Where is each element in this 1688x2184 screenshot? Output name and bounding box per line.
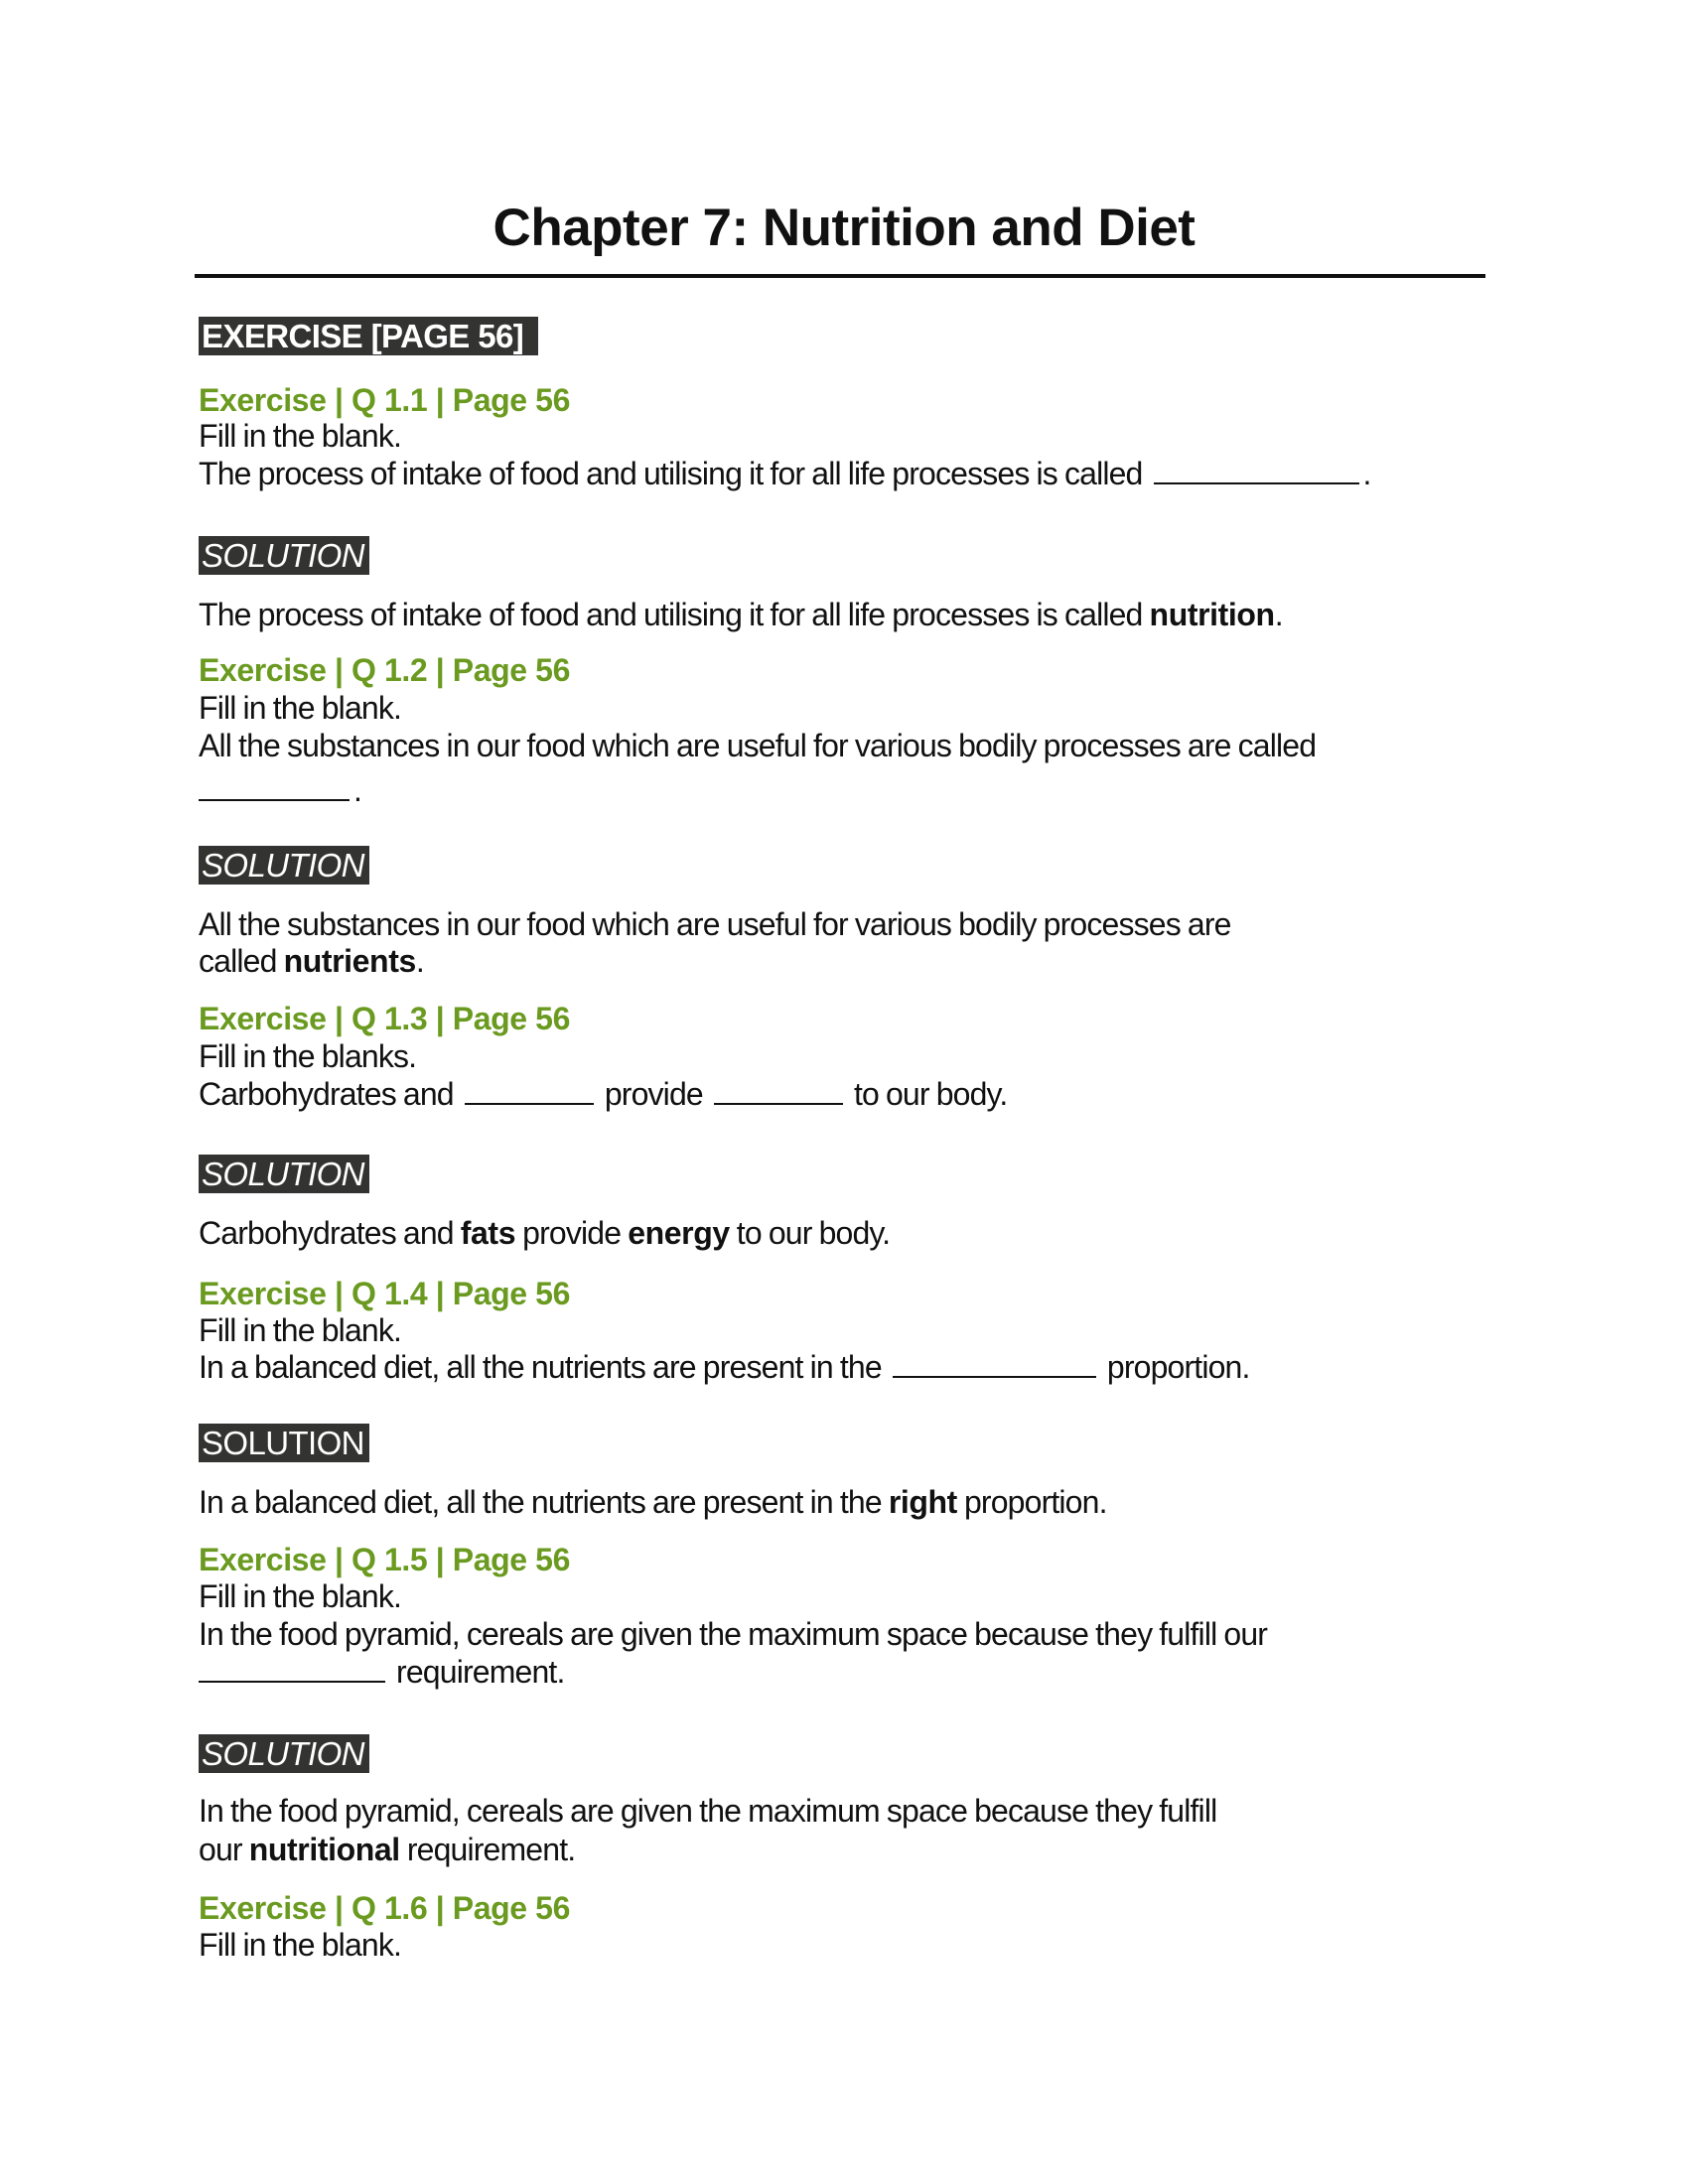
solution-text-1-2-line1: All the substances in our food which are useful for various bodily processes are [199, 906, 1231, 942]
question-text: The process of intake of food and utilising it for all life processes is called [199, 456, 1143, 491]
solution-text: to our body. [736, 1215, 891, 1251]
question-header-1-5: Exercise | Q 1.5 | Page 56 [199, 1542, 570, 1577]
solution-answer: energy [628, 1215, 730, 1251]
question-instruction-1-5: Fill in the blank. [199, 1578, 402, 1614]
question-text: Carbohydrates and [199, 1076, 454, 1112]
solution-text-1-4 [199, 1484, 1107, 1520]
solution-text: requirement. [406, 1832, 576, 1867]
question-instruction-1-6: Fill in the blank. [199, 1927, 402, 1963]
solution-text: In a balanced diet, all the nutrients are present in the [199, 1484, 882, 1520]
solution-badge: SOLUTION [199, 1424, 369, 1462]
solution-text: our [199, 1832, 242, 1867]
solution-text: called [199, 943, 277, 979]
solution-badge: SOLUTION [199, 846, 369, 885]
question-text-1-5-line2 [199, 1654, 565, 1690]
question-text-1-3 [199, 1076, 1007, 1112]
question-blank-line-1-2 [199, 772, 361, 808]
answer-blank [199, 1655, 385, 1683]
solution-punctuation: . [1274, 597, 1283, 632]
question-header-1-4: Exercise | Q 1.4 | Page 56 [199, 1276, 570, 1311]
solution-text-1-5-line2 [199, 1832, 575, 1867]
answer-blank [465, 1077, 594, 1105]
solution-answer: fats [460, 1215, 516, 1251]
solution-text: The process of intake of food and utilising it for all life processes is called [199, 597, 1143, 632]
solution-badge: SOLUTION [199, 1734, 369, 1773]
solution-text-1-1 [199, 597, 1283, 632]
question-header-1-2: Exercise | Q 1.2 | Page 56 [199, 652, 570, 688]
page-title: Chapter 7: Nutrition and Diet [492, 199, 1196, 257]
solution-badge: SOLUTION [199, 536, 369, 575]
question-text-1-4 [199, 1349, 1250, 1385]
solution-text-1-5-line1: In the food pyramid, cereals are given the maximum space because they fulfill [199, 1793, 1217, 1829]
solution-text-1-2-line2 [199, 943, 424, 979]
solution-badge: SOLUTION [199, 1155, 369, 1193]
solution-text: provide [522, 1215, 622, 1251]
solution-answer: nutrients [283, 943, 416, 979]
question-header-1-3: Exercise | Q 1.3 | Page 56 [199, 1001, 570, 1036]
solution-answer: nutritional [248, 1832, 400, 1867]
solution-text: Carbohydrates and [199, 1215, 454, 1251]
answer-blank [714, 1077, 843, 1105]
question-header-1-6: Exercise | Q 1.6 | Page 56 [199, 1890, 570, 1926]
solution-text-1-3 [199, 1215, 890, 1251]
question-instruction-1-3: Fill in the blanks. [199, 1038, 417, 1074]
section-badge: EXERCISE [PAGE 56] [199, 317, 538, 355]
question-text: to our body. [853, 1076, 1008, 1112]
answer-blank [893, 1350, 1096, 1378]
question-punctuation: . [353, 772, 362, 808]
question-instruction-1-2: Fill in the blank. [199, 690, 402, 726]
solution-text: proportion. [963, 1484, 1107, 1520]
question-text-1-2: All the substances in our food which are useful for various bodily processes are called [199, 728, 1317, 763]
question-text-1-5-line1: In the food pyramid, cereals are given the maximum space because they fulfill our [199, 1616, 1268, 1652]
question-text-1-1 [199, 456, 1371, 491]
answer-blank [1154, 457, 1359, 484]
question-instruction-1-1: Fill in the blank. [199, 418, 402, 454]
question-text: requirement. [396, 1654, 565, 1690]
title-divider [195, 274, 1485, 278]
solution-answer: nutrition [1149, 597, 1275, 632]
question-text: In a balanced diet, all the nutrients are present in the [199, 1349, 882, 1385]
answer-blank [199, 773, 350, 801]
question-header-1-1: Exercise | Q 1.1 | Page 56 [199, 382, 570, 418]
solution-answer: right [888, 1484, 957, 1520]
question-text: proportion. [1106, 1349, 1250, 1385]
question-instruction-1-4: Fill in the blank. [199, 1312, 402, 1348]
solution-punctuation: . [415, 943, 424, 979]
question-text: provide [604, 1076, 703, 1112]
question-punctuation: . [1362, 456, 1371, 491]
